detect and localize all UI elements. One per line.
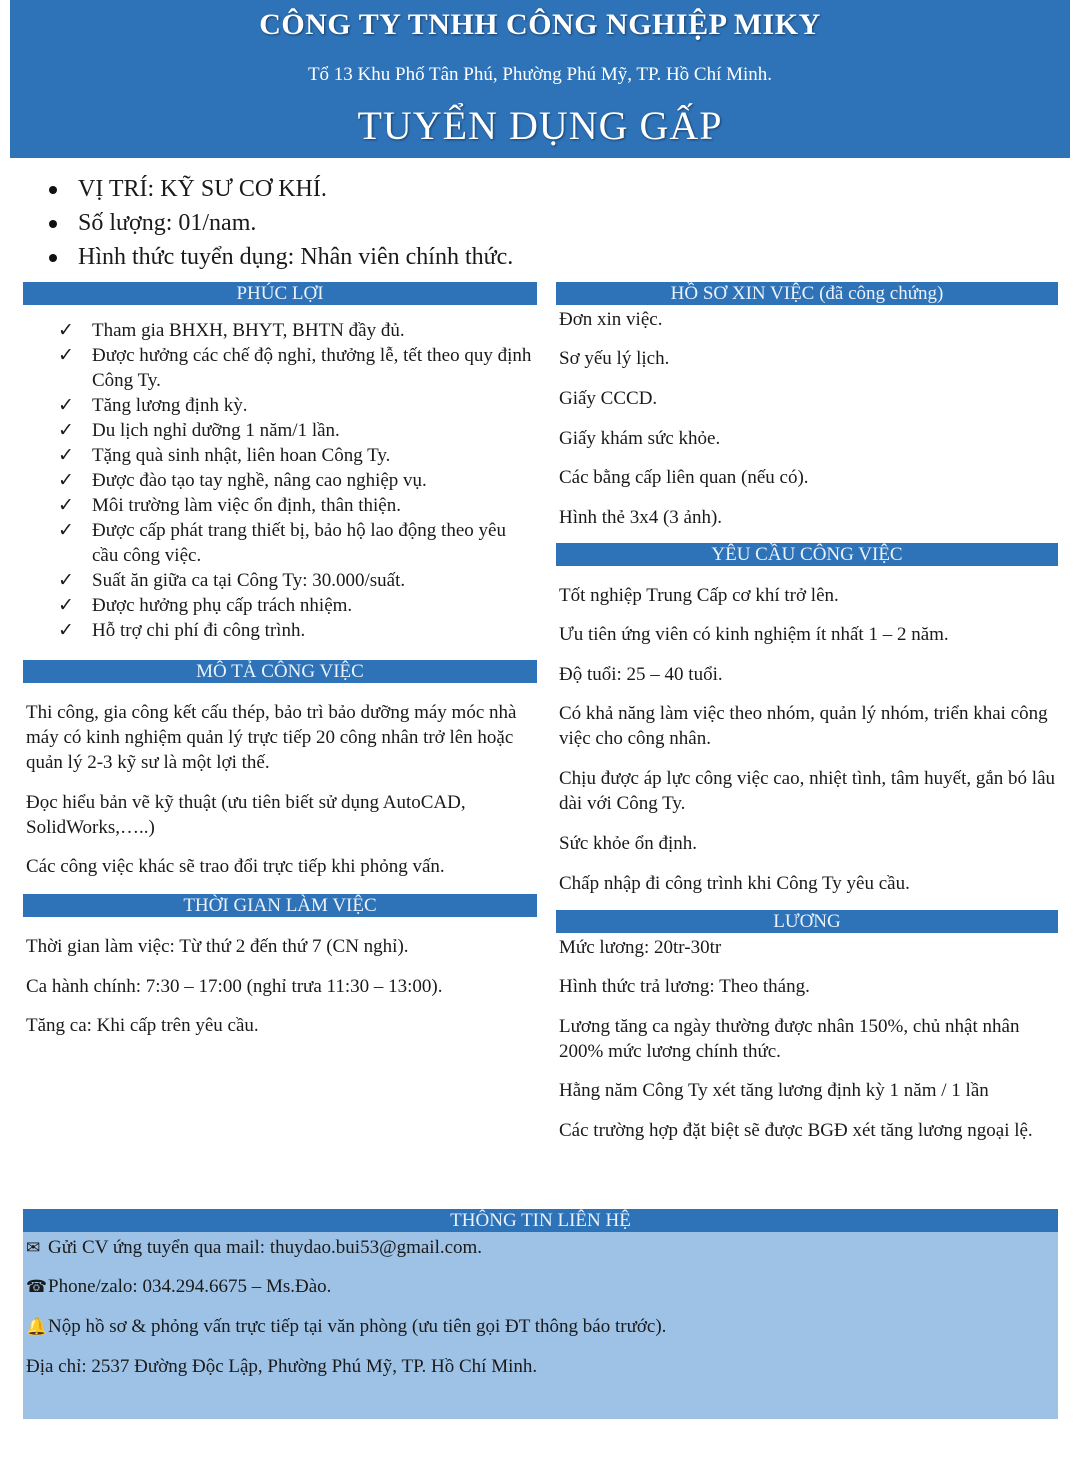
requirement-item: Chấp nhập đi công trình khi Công Ty yêu cầu. xyxy=(559,873,910,894)
requirements-title: YÊU CẦU CÔNG VIỆC xyxy=(556,543,1058,566)
list-item: ✓ Tham gia BHXH, BHYT, BHTN đầy đủ. xyxy=(58,320,405,341)
check-icon: ✓ xyxy=(58,620,74,641)
list-item: ✓ Được cấp phát trang thiết bị, bảo hộ lao động theo yêu cầu công việc. xyxy=(58,520,506,566)
check-icon: ✓ xyxy=(58,320,74,341)
contact-phone-text[interactable]: Phone/zalo: 034.294.6675 – Ms.Đào. xyxy=(48,1276,332,1297)
job-description-text: Đọc hiểu bản vẽ kỹ thuật (ưu tiên biết sử dụng AutoCAD, SolidWorks,…..) xyxy=(26,792,466,838)
application-item: Sơ yếu lý lịch. xyxy=(559,348,670,369)
check-icon: ✓ xyxy=(58,495,74,516)
list-item: ✓ Được đào tạo tay nghề, nâng cao nghiệp vụ. xyxy=(58,470,427,491)
application-title: HỒ SƠ XIN VIỆC (đã công chứng) xyxy=(556,282,1058,305)
recruitment-headline: TUYỂN DỤNG GẤP xyxy=(357,103,723,148)
requirement-item: Độ tuổi: 25 – 40 tuổi. xyxy=(559,664,723,685)
check-icon: ✓ xyxy=(58,395,74,416)
contact-email xyxy=(26,1235,1046,1261)
application-item: Đơn xin việc. xyxy=(559,309,663,330)
contact-phone xyxy=(26,1274,1046,1300)
working-time-text: Tăng ca: Khi cấp trên yêu cầu. xyxy=(26,1015,259,1036)
contact-title: THÔNG TIN LIÊN HỆ xyxy=(23,1209,1058,1232)
requirement-item: Ưu tiên ứng viên có kinh nghiệm ít nhất 1 – 2 năm. xyxy=(559,624,949,645)
salary-item: Hình thức trả lương: Theo tháng. xyxy=(559,976,810,997)
company-name: CÔNG TY TNHH CÔNG NGHIỆP MIKY xyxy=(259,8,821,41)
list-item: ✓ Tăng lương định kỳ. xyxy=(58,395,248,416)
list-item: ✓ Hỗ trợ chi phí đi công trình. xyxy=(58,620,306,641)
salary-title: LƯƠNG xyxy=(556,910,1058,933)
benefits-list xyxy=(58,318,536,643)
list-item: ✓ Môi trường làm việc ổn định, thân thiện. xyxy=(58,495,401,516)
working-time-title: THỜI GIAN LÀM VIỆC xyxy=(23,894,537,917)
contact-visit xyxy=(26,1314,1046,1340)
list-item: ✓ Suất ăn giữa ca tại Công Ty: 30.000/suất. xyxy=(58,570,406,591)
check-icon: ✓ xyxy=(58,345,74,366)
working-time-text: Thời gian làm việc: Từ thứ 2 đến thứ 7 (CN nghỉ). xyxy=(26,936,409,957)
summary-list xyxy=(46,172,513,274)
job-description-title: MÔ TẢ CÔNG VIỆC xyxy=(23,660,537,683)
company-address: Tổ 13 Khu Phố Tân Phú, Phường Phú Mỹ, TP. Hồ Chí Minh. xyxy=(307,64,773,85)
check-icon: ✓ xyxy=(58,595,74,616)
check-icon: ✓ xyxy=(58,570,74,591)
salary-item: Hằng năm Công Ty xét tăng lương định kỳ 1 năm / 1 lần xyxy=(559,1080,989,1101)
contact-email-text[interactable]: Gửi CV ứng tuyển qua mail: thuydao.bui53@gmail.com. xyxy=(48,1237,483,1258)
application-item: Hình thẻ 3x4 (3 ảnh). xyxy=(559,507,723,528)
contact-address: Địa chỉ: 2537 Đường Độc Lập, Phường Phú Mỹ, TP. Hồ Chí Minh. xyxy=(26,1356,538,1377)
header-banner xyxy=(10,0,1070,158)
list-item: ✓ Được hưởng phụ cấp trách nhiệm. xyxy=(58,595,353,616)
requirement-item: Có khả năng làm việc theo nhóm, quản lý nhóm, triển khai công việc cho công nhân. xyxy=(559,703,1048,749)
salary-item: Lương tăng ca ngày thường được nhân 150%, chủ nhật nhân 200% mức lương chính thức. xyxy=(559,1016,1020,1062)
working-time-text: Ca hành chính: 7:30 – 17:00 (nghỉ trưa 11:30 – 13:00). xyxy=(26,976,443,997)
benefits-title: PHÚC LỢI xyxy=(23,282,537,305)
requirement-item: Sức khỏe ổn định. xyxy=(559,833,698,854)
telephone-icon: ☎ xyxy=(26,1277,48,1297)
summary-position: VỊ TRÍ: KỸ SƯ CƠ KHÍ. xyxy=(46,172,513,206)
bell-icon: 🔔 xyxy=(26,1317,48,1337)
requirement-item: Chịu được áp lực công việc cao, nhiệt tình, tâm huyết, gắn bó lâu dài với Công Ty. xyxy=(559,768,1056,814)
application-item: Các bằng cấp liên quan (nếu có). xyxy=(559,467,809,488)
requirement-item: Tốt nghiệp Trung Cấp cơ khí trở lên. xyxy=(559,585,839,606)
check-icon: ✓ xyxy=(58,420,74,441)
list-item: ✓ Tặng quà sinh nhật, liên hoan Công Ty. xyxy=(58,445,391,466)
envelope-icon: ✉ xyxy=(26,1238,41,1258)
job-description-text: Các công việc khác sẽ trao đổi trực tiếp khi phỏng vấn. xyxy=(26,856,445,877)
list-item: ✓ Được hưởng các chế độ nghỉ, thưởng lễ, tết theo quy định Công Ty. xyxy=(58,345,532,391)
application-item: Giấy khám sức khỏe. xyxy=(559,428,721,449)
summary-quantity: Số lượng: 01/nam. xyxy=(46,206,513,240)
list-item: ✓ Du lịch nghỉ dưỡng 1 năm/1 lần. xyxy=(58,420,340,441)
check-icon: ✓ xyxy=(58,470,74,491)
salary-item: Các trường hợp đặt biệt sẽ được BGĐ xét tăng lương ngoại lệ. xyxy=(559,1120,1033,1141)
check-icon: ✓ xyxy=(58,445,74,466)
summary-employment-type: Hình thức tuyển dụng: Nhân viên chính thức. xyxy=(46,240,513,274)
job-description-text: Thi công, gia công kết cấu thép, bảo trì bảo dưỡng máy móc nhà máy có kinh nghiệm quản lý trực tiếp 20 công nhân trở lên hoặc quản lý 2-3 kỹ sư là một lợi thế. xyxy=(26,702,517,773)
contact-visit-text: Nộp hồ sơ & phỏng vấn trực tiếp tại văn phòng (ưu tiên gọi ĐT thông báo trước). xyxy=(48,1316,667,1337)
salary-item: Mức lương: 20tr-30tr xyxy=(559,937,722,958)
check-icon: ✓ xyxy=(58,520,74,541)
application-item: Giấy CCCD. xyxy=(559,388,658,409)
